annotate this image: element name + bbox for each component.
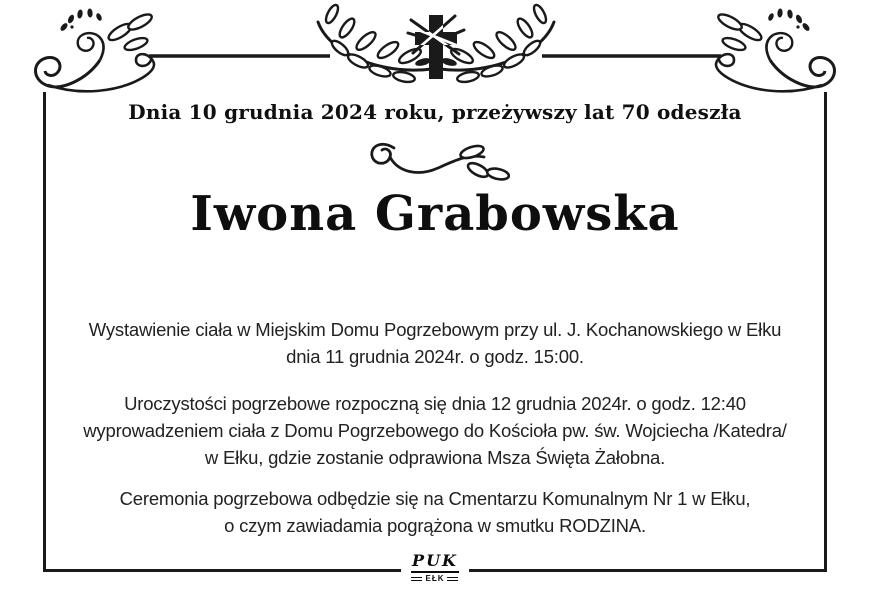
text-line: w Ełku, gdzie zostanie odprawiona Msza Święta Żałobna. (204, 447, 666, 468)
funeral-home-logo (401, 551, 469, 588)
top-ornament-border (0, 0, 870, 100)
text-line: wyprowadzeniem ciała z Domu Pogrzebowego do Kościoła pw. św. Wojciecha /Katedra/ (83, 420, 787, 441)
intro-line: Dnia 10 grudnia 2024 roku, przeżywszy lat 70 odeszła (128, 100, 742, 124)
notice-paragraph (52, 390, 818, 471)
logo-secondary-row (411, 575, 459, 583)
text-line: o czym zawiadamia pogrążona w smutku RODZINA. (224, 515, 646, 536)
text-line: Ceremonia pogrzebowa odbędzie się na Cmentarzu Komunalnym Nr 1 w Ełku, (119, 488, 751, 509)
logo-rule-right (447, 577, 458, 581)
laurel-branch-left-icon (318, 3, 432, 83)
logo-rule-left (411, 577, 422, 581)
floral-corner-right-icon (716, 8, 834, 91)
vine-divider-icon (360, 130, 510, 184)
logo-text-primary: PUK (411, 553, 459, 573)
floral-corner-left-icon (36, 8, 154, 91)
logo-text-secondary: EŁK (425, 573, 445, 583)
notice-paragraph (52, 485, 818, 539)
text-line: Uroczystości pogrzebowe rozpoczną się dnia 12 grudnia 2024r. o godz. 12:40 (124, 393, 746, 414)
laurel-branch-right-icon (440, 3, 554, 83)
notice-paragraph (52, 316, 818, 370)
text-line: dnia 11 grudnia 2024r. o godz. 15:00. (286, 346, 584, 367)
text-line: Wystawienie ciała w Miejskim Domu Pogrzebowym przy ul. J. Kochanowskiego w Ełku (88, 319, 782, 340)
deceased-name: Iwona Grabowska (190, 186, 680, 242)
